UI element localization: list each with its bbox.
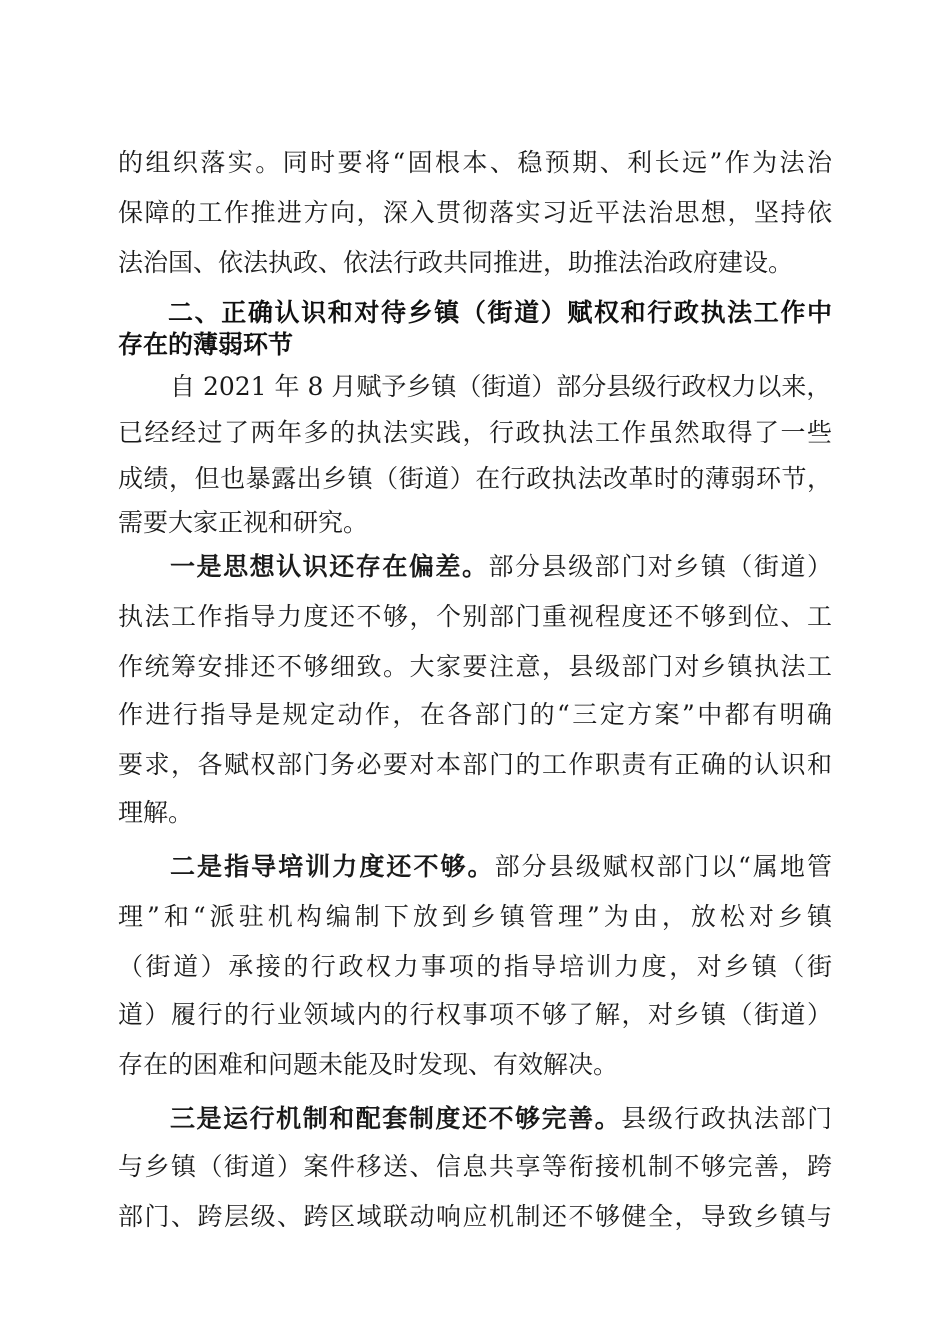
point-two-line-1 — [170, 846, 832, 888]
point-three-text: 县级行政执法部门 — [621, 1104, 832, 1133]
point-one-line-2: 执法工作指导力度还不够，个别部门重视程度还不够到位、工 — [118, 602, 832, 631]
point-one-text: 部分县级部门对乡镇（街道） — [488, 552, 832, 581]
intro-line-3: 法治国、依法执政、依法行政共同推进，助推法治政府建设。 — [118, 248, 794, 277]
point-two-line-2: 理”和“派驻机构编制下放到乡镇管理”为由，放松对乡镇 — [118, 902, 832, 931]
point-one-line-6: 理解。 — [118, 798, 194, 827]
background-line-1: 自 2021 年 8 月赋予乡镇（街道）部分县级行政权力以来， — [170, 372, 832, 401]
intro-line-2: 保障的工作推进方向，深入贯彻落实习近平法治思想，坚持依 — [118, 198, 832, 227]
background-line-3: 成绩，但也暴露出乡镇（街道）在行政执法改革时的薄弱环节， — [118, 464, 832, 493]
point-three-line-1 — [170, 1098, 832, 1140]
point-three-line-3: 部门、跨层级、跨区域联动响应机制还不够健全，导致乡镇与 — [118, 1202, 832, 1231]
point-two-line-5: 存在的困难和问题未能及时发现、有效解决。 — [118, 1050, 619, 1079]
intro-line-1: 的组织落实。同时要将“固根本、稳预期、利长远”作为法治 — [118, 148, 832, 177]
point-one-line-3: 作统筹安排还不够细致。大家要注意，县级部门对乡镇执法工 — [118, 652, 832, 681]
point-three-lead: 三是运行机制和配套制度还不够完善。 — [170, 1104, 622, 1133]
point-one-lead: 一是思想认识还存在偏差。 — [170, 552, 489, 581]
background-line-4: 需要大家正视和研究。 — [118, 508, 369, 537]
section-heading-line-1: 二、正确认识和对待乡镇（街道）赋权和行政执法工作中 — [168, 298, 832, 327]
point-one-line-4: 作进行指导是规定动作，在各部门的“三定方案”中都有明确 — [118, 700, 832, 729]
point-two-line-4: 道）履行的行业领域内的行权事项不够了解，对乡镇（街道） — [118, 1000, 832, 1029]
point-two-line-3: （街道）承接的行政权力事项的指导培训力度，对乡镇（街 — [118, 952, 832, 981]
point-one-line-1 — [170, 546, 832, 588]
point-two-lead: 二是指导培训力度还不够。 — [170, 852, 495, 881]
point-one-line-5: 要求，各赋权部门务必要对本部门的工作职责有正确的认识和 — [118, 750, 832, 779]
section-heading-line-2: 存在的薄弱环节 — [118, 330, 294, 359]
point-three-line-2: 与乡镇（街道）案件移送、信息共享等衔接机制不够完善，跨 — [118, 1152, 832, 1181]
background-line-2: 已经经过了两年多的执法实践，行政执法工作虽然取得了一些 — [118, 418, 832, 447]
point-two-text: 部分县级赋权部门以“属地管 — [494, 852, 832, 881]
